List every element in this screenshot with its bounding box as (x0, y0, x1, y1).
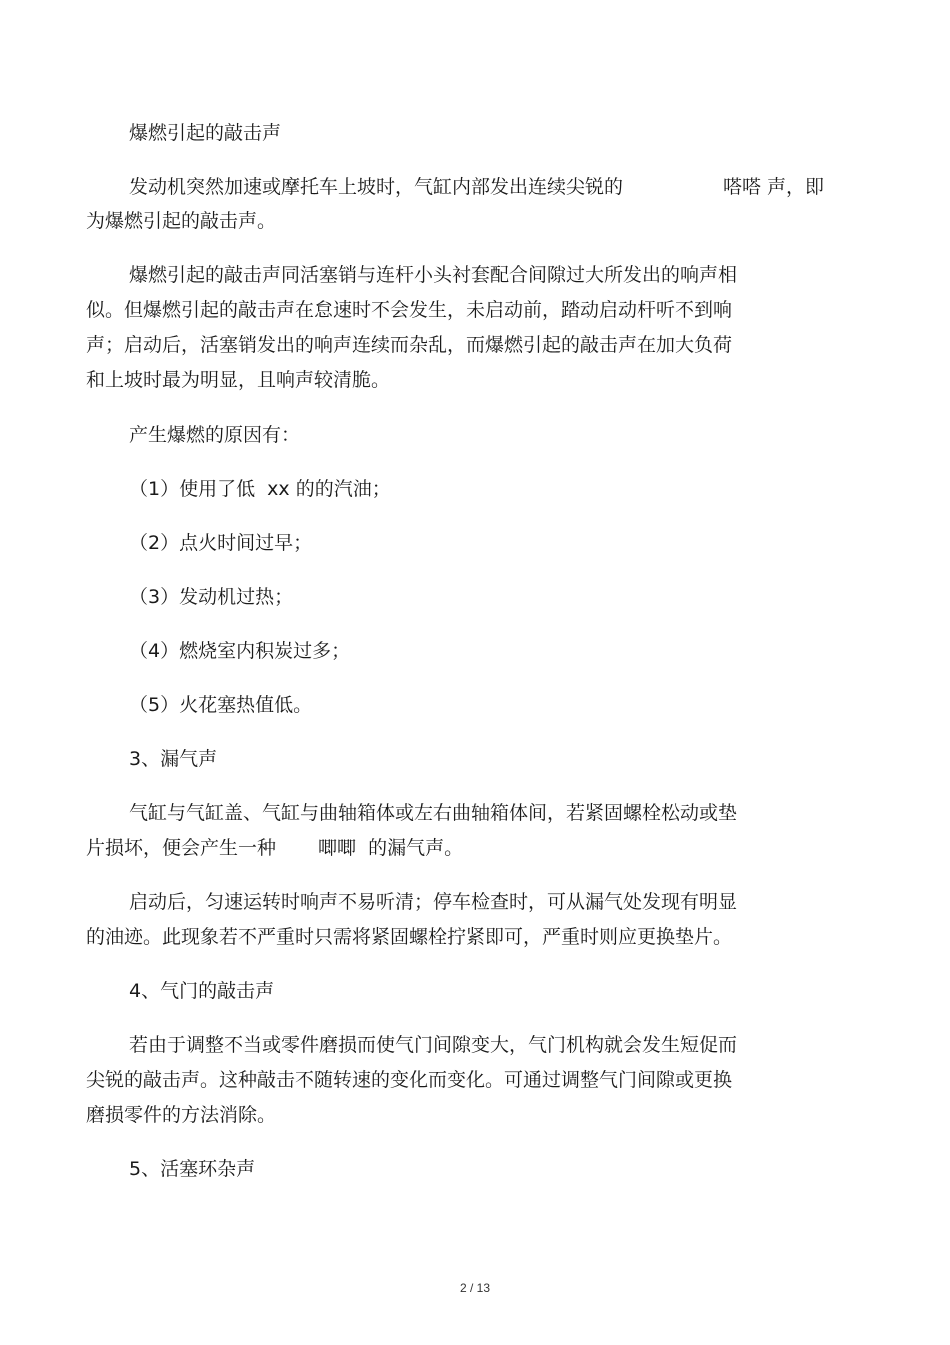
paragraph-line: 爆燃引起的敲击声同活塞销与连杆小头衬套配合间隙过大所发出的响声相 (129, 264, 738, 286)
paragraph-line: 启动后，匀速运转时响声不易听清；停车检查时，可从漏气处发现有明显 (129, 891, 738, 913)
paragraph-line: 嗒嗒 声，即 (723, 176, 825, 198)
list-item: （2）点火时间过早； (129, 532, 313, 554)
paragraph-line: 尖锐的敲击声。这种敲击不随转速的变化而变化。可通过调整气门间隙或更换 (86, 1069, 733, 1091)
paragraph-line: 气缸与气缸盖、气缸与曲轴箱体或左右曲轴箱体间，若紧固螺栓松动或垫 (129, 802, 738, 824)
list-title: 产生爆燃的原因有： (129, 424, 301, 446)
section-heading: 4、气门的敲击声 (129, 980, 275, 1002)
section-heading: 5、活塞环杂声 (129, 1158, 256, 1180)
paragraph-line: 磨损零件的方法消除。 (86, 1104, 277, 1126)
paragraph-line: 声；启动后，活塞销发出的响声连续而杂乱，而爆燃引起的敲击声在加大负荷 (86, 334, 733, 356)
paragraph-line: 唧唧 的漏气声。 (318, 837, 464, 859)
list-item: （4）燃烧室内积炭过多； (129, 640, 351, 662)
list-item: （1）使用了低 xx 的的汽油； (129, 478, 391, 500)
paragraph-line: 发动机突然加速或摩托车上坡时，气缸内部发出连续尖锐的 (129, 176, 624, 198)
paragraph-line: 的油迹。此现象若不严重时只需将紧固螺栓拧紧即可，严重时则应更换垫片。 (86, 926, 733, 948)
paragraph-line: 为爆燃引起的敲击声。 (86, 210, 277, 232)
paragraph-line: 若由于调整不当或零件磨损而使气门间隙变大，气门机构就会发生短促而 (129, 1034, 738, 1056)
list-item: （5）火花塞热值低。 (129, 694, 313, 716)
paragraph-line: 似。但爆燃引起的敲击声在怠速时不会发生，未启动前，踏动启动杆听不到响 (86, 299, 733, 321)
paragraph-line: 和上坡时最为明显，且响声较清脆。 (86, 369, 391, 391)
section-heading: 3、漏气声 (129, 748, 218, 770)
page-number: 2 / 13 (459, 1281, 491, 1295)
paragraph-line: 片损坏，便会产生一种 (86, 837, 277, 859)
list-item: （3）发动机过热； (129, 586, 294, 608)
section-heading: 爆燃引起的敲击声 (129, 122, 282, 144)
